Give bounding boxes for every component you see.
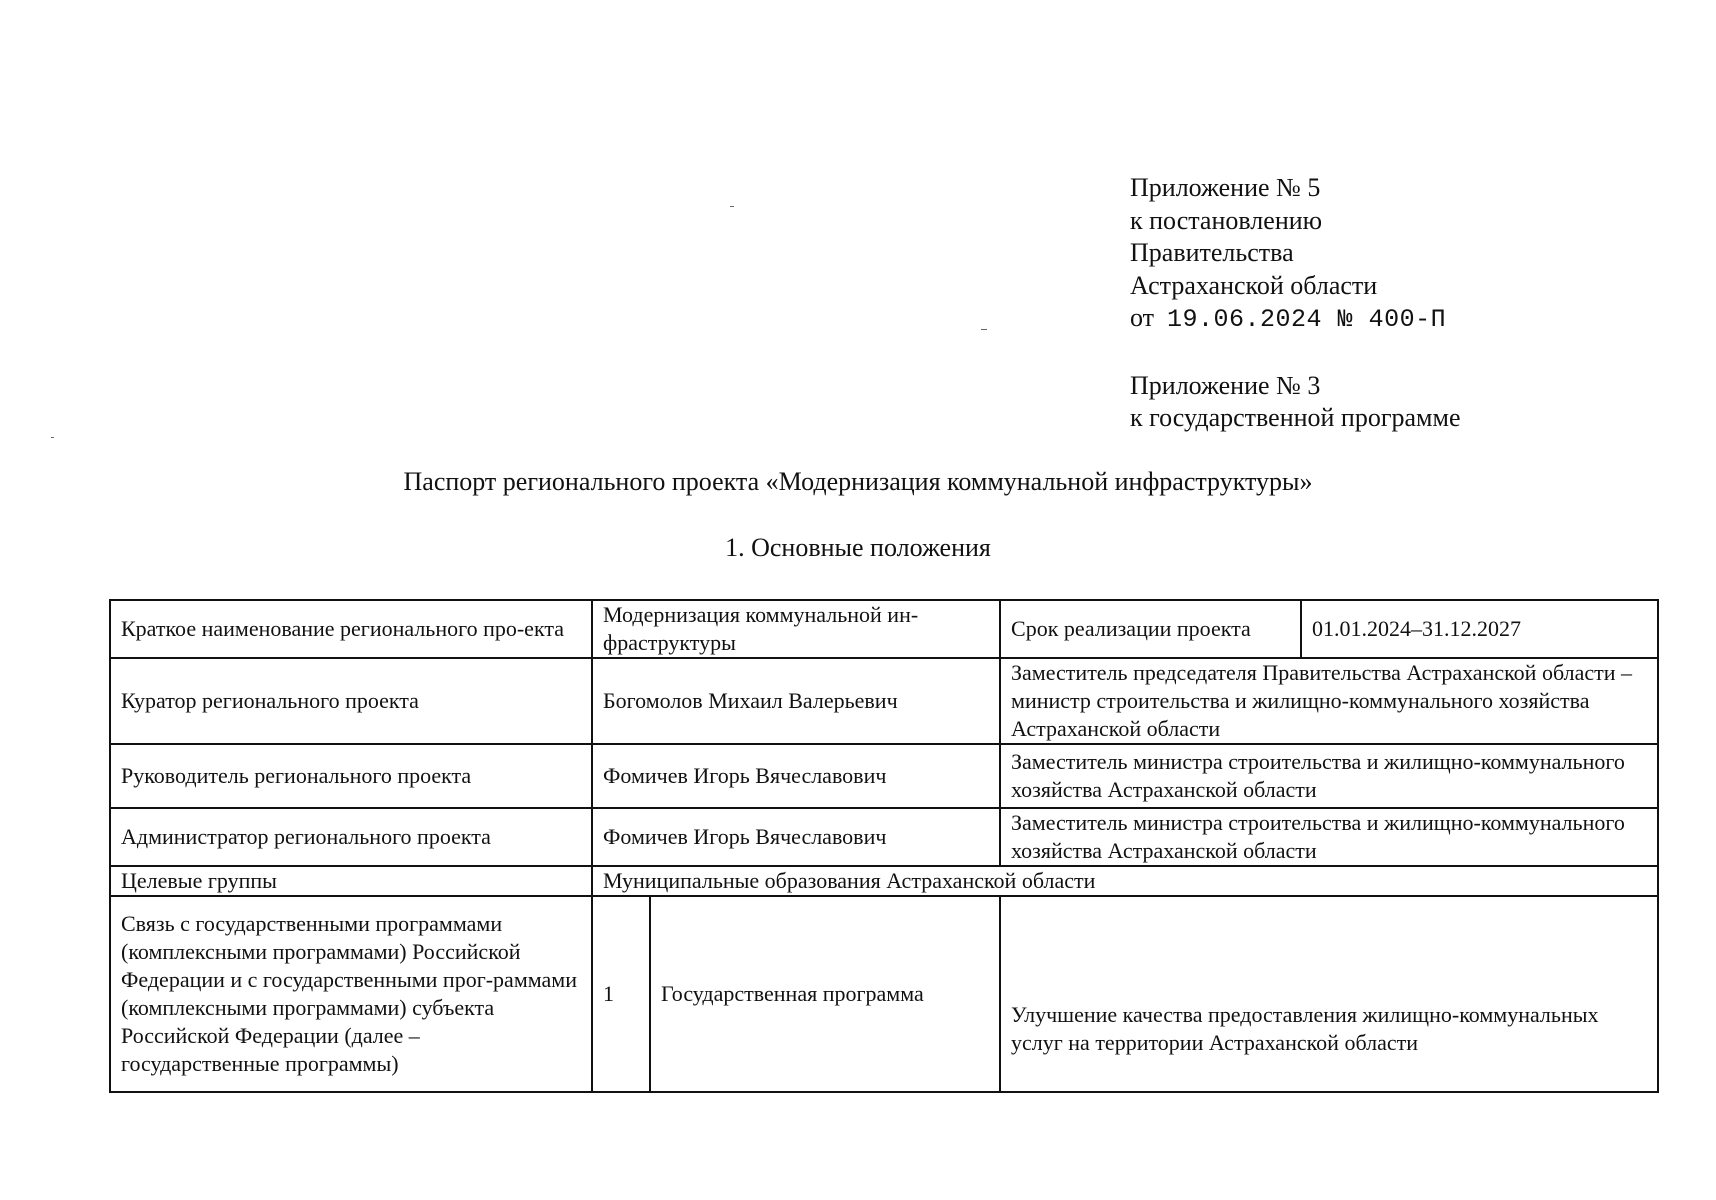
program-link-number: 1 — [592, 896, 650, 1092]
appendix-line-3: Правительства — [1130, 238, 1294, 267]
admin-name: Фомичев Игорь Вячеславович — [592, 808, 1000, 866]
short-name-label: Краткое наименование регионального про-екта — [110, 600, 592, 658]
table-row — [110, 658, 1658, 744]
head-name: Фомичев Игорь Вячеславович — [592, 744, 1000, 808]
table-row — [110, 744, 1658, 808]
document-title: Паспорт регионального проекта «Модернизация коммунальной инфраструктуры» — [403, 467, 1313, 496]
table-row — [110, 600, 1658, 658]
table-row — [110, 866, 1658, 896]
date-prefix: от — [1130, 303, 1155, 332]
curator-label: Куратор регионального проекта — [110, 658, 592, 744]
appendix-header — [1130, 172, 1461, 435]
table-row — [110, 808, 1658, 866]
project-passport-table — [109, 599, 1659, 1093]
scan-speck — [730, 206, 734, 207]
curator-position: Заместитель председателя Правительства Астраханской области – министр строительства и жилищно-коммунального хозяйства Астраханской области — [1000, 658, 1658, 744]
target-groups-value: Муниципальные образования Астраханской области — [592, 866, 1658, 896]
target-groups-label: Целевые группы — [110, 866, 592, 896]
program-link-name: Улучшение качества предоставления жилищно-коммунальных услуг на территории Астраханской области — [1000, 896, 1658, 1092]
appendix-date-line — [1130, 302, 1461, 337]
admin-position: Заместитель министра строительства и жилищно-коммунального хозяйства Астраханской области — [1000, 808, 1658, 866]
scan-speck — [51, 437, 54, 438]
appendix-line-4: Астраханской области — [1130, 270, 1378, 300]
program-link-type: Государственная программа — [650, 896, 1000, 1092]
head-position: Заместитель министра строительства и жилищно-коммунального хозяйства Астраханской области — [1000, 744, 1658, 808]
appendix-line-7: к государственной программе — [1130, 403, 1461, 432]
admin-label: Администратор регионального проекта — [110, 808, 592, 866]
section-title: 1. Основные положения — [725, 533, 991, 562]
head-label: Руководитель регионального проекта — [110, 744, 592, 808]
scan-speck — [981, 329, 987, 330]
appendix-line-2: к постановлению — [1130, 205, 1323, 235]
appendix-line-6: Приложение № 3 — [1130, 370, 1321, 400]
curator-name: Богомолов Михаил Валерьевич — [592, 658, 1000, 744]
short-name-value: Модернизация коммунальной ин-фраструктуры — [592, 600, 1000, 658]
period-value: 01.01.2024–31.12.2027 — [1301, 600, 1658, 658]
appendix-line-1: Приложение № 5 — [1130, 173, 1321, 202]
date-and-number-stamp: 19.06.2024 № 400-П — [1167, 305, 1447, 334]
period-label: Срок реализации проекта — [1000, 600, 1301, 658]
program-link-label: Связь с государственными программами (комплексными программами) Российской Федерации и с государственными прог-раммами (комплексными программами) субъекта Российской Федерации (далее – государственные программы) — [110, 896, 592, 1092]
table-row — [110, 896, 1658, 1092]
